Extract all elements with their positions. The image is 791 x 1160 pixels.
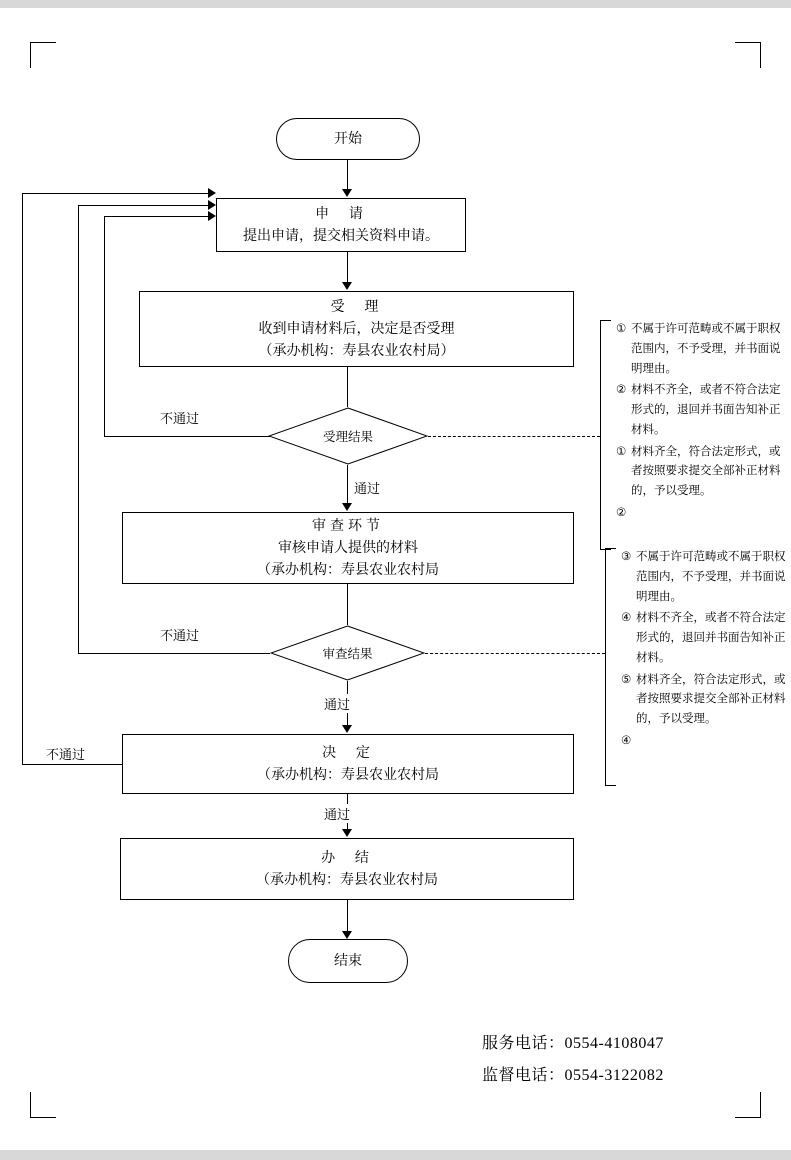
node-review bbox=[122, 512, 574, 584]
connector-accept-fail-v bbox=[104, 216, 105, 437]
connector-decide-fail-h bbox=[22, 764, 122, 765]
note-item bbox=[616, 504, 784, 524]
connector-review-decision bbox=[347, 584, 348, 625]
note-item-text: 材料齐全，符合法定形式，或者按照要求提交全部补正材料的，予以受理。 bbox=[636, 673, 786, 726]
edge-label-review-pass: 通过 bbox=[322, 694, 352, 713]
decision-accept-result bbox=[268, 407, 428, 465]
note-review-bracket bbox=[605, 548, 616, 786]
connector-review-fail-v bbox=[78, 205, 79, 654]
note-item-text: 材料不齐全，或者不符合法定形式的，退回并书面告知补正材料。 bbox=[631, 384, 781, 436]
connector-accept-pass bbox=[347, 465, 348, 503]
note-item-number: ③ bbox=[621, 551, 632, 563]
note-item-text: 材料不齐全，或者不符合法定形式的，退回并书面告知补正材料。 bbox=[636, 612, 786, 664]
page-top-margin bbox=[0, 0, 791, 8]
connector-accept-fail-h bbox=[104, 436, 270, 437]
edge-label-decide-fail: 不通过 bbox=[44, 744, 87, 763]
connector-finish-end bbox=[347, 900, 348, 932]
note-item-number: ④ bbox=[621, 612, 632, 625]
edge-label-accept-fail: 不通过 bbox=[158, 408, 201, 427]
arrowhead-review-fail bbox=[208, 200, 216, 210]
note-accept-bracket bbox=[600, 320, 611, 550]
note-item bbox=[616, 381, 784, 440]
node-decide-title: 决 定 bbox=[322, 744, 374, 761]
arrowhead-start-apply bbox=[342, 189, 352, 197]
node-finish-title: 办 结 bbox=[321, 849, 373, 866]
note-item-number: ④ bbox=[621, 734, 632, 747]
note-accept-items bbox=[616, 320, 784, 524]
note-item bbox=[621, 609, 789, 668]
edge-label-review-fail: 不通过 bbox=[158, 625, 201, 644]
crop-mark-top-left bbox=[30, 42, 56, 68]
node-accept-desc: 收到申请材料后，决定是否受理 bbox=[258, 320, 455, 337]
node-decide bbox=[122, 734, 574, 794]
arrowhead-decide-finish bbox=[342, 829, 352, 837]
node-accept-org: （承办机构：寿县农业农村局） bbox=[258, 341, 455, 358]
service-phone: 服务电话：0554-4108047 bbox=[482, 1035, 664, 1052]
arrowhead-accept-fail bbox=[208, 211, 216, 221]
edge-label-accept-pass: 通过 bbox=[352, 478, 382, 497]
note-item-number: ① bbox=[616, 323, 627, 335]
decision-review-result bbox=[270, 625, 425, 681]
node-review-org: （承办机构：寿县农业农村局 bbox=[257, 560, 439, 577]
connector-apply-accept bbox=[347, 252, 348, 282]
note-item-number: ② bbox=[616, 384, 627, 397]
note-item-text: 不属于许可范畴或不属于职权范围内，不予受理，并书面说明理由。 bbox=[636, 551, 786, 603]
note-item bbox=[621, 732, 789, 752]
crop-mark-bottom-right bbox=[735, 1092, 761, 1118]
note-accept-conditions bbox=[600, 320, 784, 550]
connector-review-note-dashed bbox=[425, 653, 605, 654]
arrowhead-review-pass bbox=[342, 725, 352, 733]
page-bottom-margin bbox=[0, 1150, 791, 1160]
note-review-items bbox=[621, 548, 789, 752]
node-start bbox=[276, 118, 420, 160]
node-start-label: 开始 bbox=[334, 130, 362, 147]
connector-decide-fail-v bbox=[22, 193, 23, 765]
arrowhead-finish-end bbox=[342, 931, 352, 939]
node-apply-title: 申 请 bbox=[315, 205, 367, 222]
node-apply bbox=[216, 198, 466, 252]
note-item bbox=[616, 443, 784, 502]
supervision-phone: 监督电话：0554-3122082 bbox=[482, 1067, 664, 1084]
node-review-title: 审查环节 bbox=[312, 517, 384, 534]
note-item bbox=[616, 320, 784, 379]
node-end bbox=[288, 939, 408, 983]
node-accept-title: 受 理 bbox=[330, 298, 383, 315]
note-item bbox=[621, 671, 789, 730]
node-accept bbox=[139, 291, 574, 367]
connector-decide-fail-top bbox=[22, 193, 210, 194]
decision-accept-result-label: 受理结果 bbox=[322, 430, 373, 444]
node-finish bbox=[120, 838, 574, 900]
node-decide-org: （承办机构：寿县农业农村局 bbox=[257, 766, 439, 782]
connector-accept-fail-top bbox=[104, 216, 210, 217]
connector-accept-decision bbox=[347, 367, 348, 407]
note-item-number: ① bbox=[616, 445, 627, 458]
note-review-conditions bbox=[605, 548, 789, 786]
connector-start-apply bbox=[347, 160, 348, 190]
crop-mark-top-right bbox=[735, 42, 761, 68]
note-item-number: ② bbox=[616, 506, 627, 519]
arrowhead-decide-fail bbox=[208, 188, 216, 198]
node-end-label: 结束 bbox=[334, 952, 362, 969]
node-apply-desc: 提出申请，提交相关资料申请。 bbox=[243, 227, 439, 243]
decision-review-result-label: 审查结果 bbox=[322, 647, 373, 661]
crop-mark-bottom-left bbox=[30, 1092, 56, 1118]
note-item bbox=[621, 548, 789, 607]
connector-review-fail-top bbox=[78, 205, 210, 206]
arrowhead-apply-accept bbox=[342, 282, 352, 290]
node-finish-org: （承办机构：寿县农业农村局 bbox=[256, 871, 438, 887]
edge-label-decide-pass: 通过 bbox=[322, 804, 352, 823]
connector-accept-note-dashed bbox=[428, 436, 600, 437]
note-item-number: ⑤ bbox=[621, 673, 632, 686]
connector-review-fail-h bbox=[78, 653, 270, 654]
arrowhead-accept-pass bbox=[342, 503, 352, 511]
note-item-text: 材料齐全，符合法定形式，或者按照要求提交全部补正材料的，予以受理。 bbox=[631, 445, 781, 498]
note-item-text: 不属于许可范畴或不属于职权范围内，不予受理，并书面说明理由。 bbox=[631, 323, 781, 375]
node-review-desc: 审核申请人提供的材料 bbox=[278, 539, 418, 556]
